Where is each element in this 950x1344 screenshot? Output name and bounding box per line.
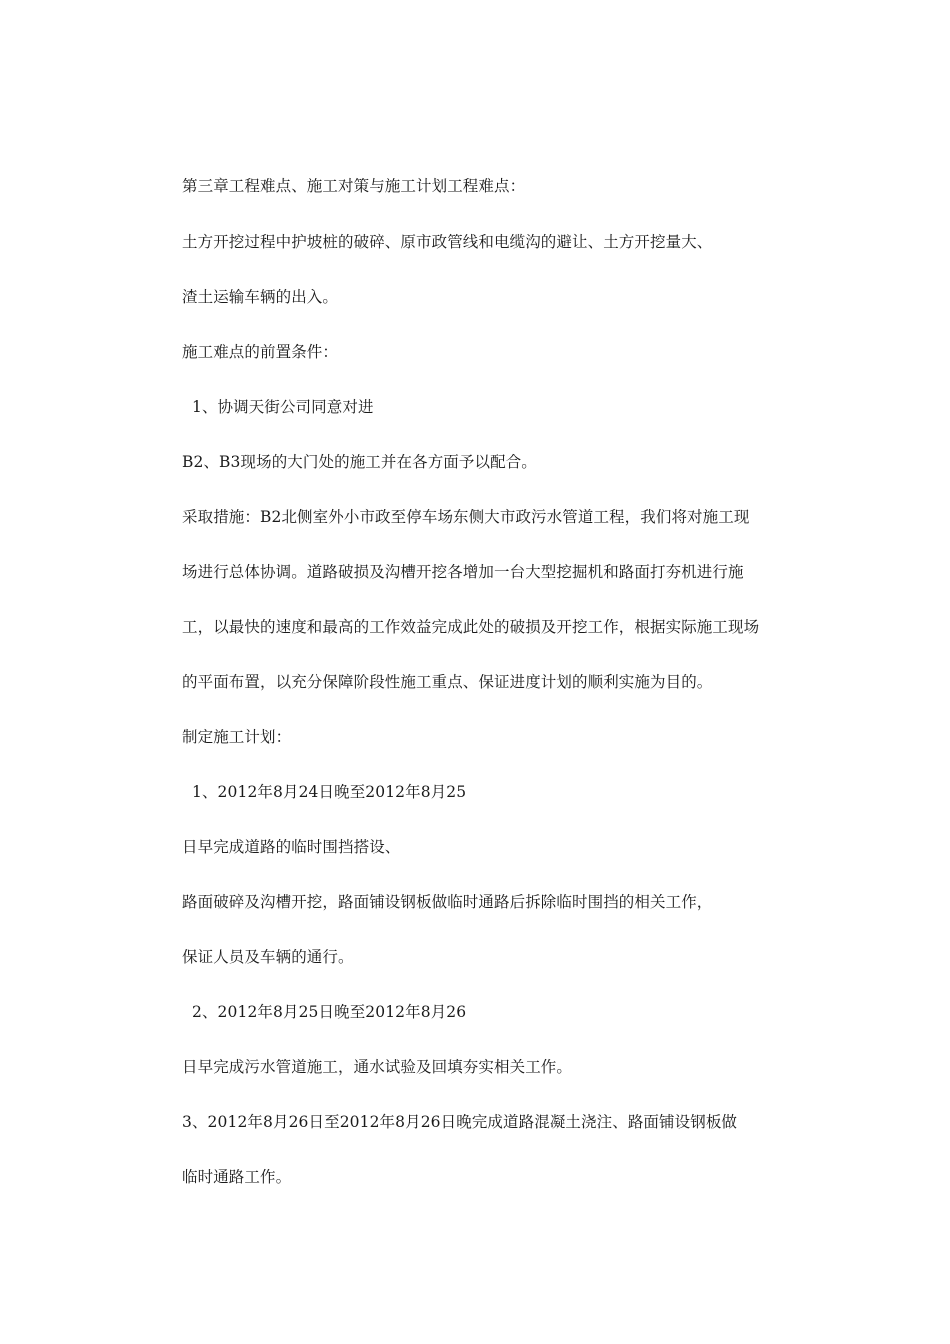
paragraph-line: 日早完成道路的临时围挡搭设、	[182, 838, 401, 856]
paragraph-line: 渣土运输车辆的出入。	[182, 288, 339, 306]
chapter-heading: 第三章工程难点、施工对策与施工计划工程难点：	[182, 177, 526, 195]
list-item: 3、2012年8月26日至2012年8月26日晚完成道路混凝土浇注、路面铺设钢板做	[182, 1113, 738, 1131]
paragraph-line: 路面破碎及沟槽开挖，路面铺设钢板做临时通路后拆除临时围挡的相关工作，	[182, 893, 713, 911]
list-item: 2、2012年8月25日晚至2012年8月26	[192, 1003, 467, 1021]
list-item: 1、2012年8月24日晚至2012年8月25	[192, 783, 467, 801]
paragraph-line: 保证人员及车辆的通行。	[182, 948, 354, 966]
paragraph-line: 的平面布置，以充分保障阶段性施工重点、保证进度计划的顺利实施为目的。	[182, 673, 713, 691]
list-item: 1、协调天街公司同意对进	[192, 398, 374, 416]
paragraph-line: 场进行总体协调。道路破损及沟槽开挖各增加一台大型挖掘机和路面打夯机进行施	[182, 563, 744, 581]
paragraph-line: 日早完成污水管道施工，通水试验及回填夯实相关工作。	[182, 1058, 573, 1076]
paragraph-line: 工，以最快的速度和最高的工作效益完成此处的破损及开挖工作，根据实际施工现场	[182, 618, 760, 636]
paragraph-line: B2、B3现场的大门处的施工并在各方面予以配合。	[182, 453, 537, 471]
paragraph-line: 采取措施：B2北侧室外小市政至停车场东侧大市政污水管道工程，我们将对施工现	[182, 508, 750, 526]
section-heading: 制定施工计划：	[182, 728, 292, 746]
section-heading: 施工难点的前置条件：	[182, 343, 339, 361]
paragraph-line: 土方开挖过程中护坡桩的破碎、原市政管线和电缆沟的避让、土方开挖量大、	[182, 233, 713, 251]
paragraph-line: 临时通路工作。	[182, 1168, 292, 1186]
